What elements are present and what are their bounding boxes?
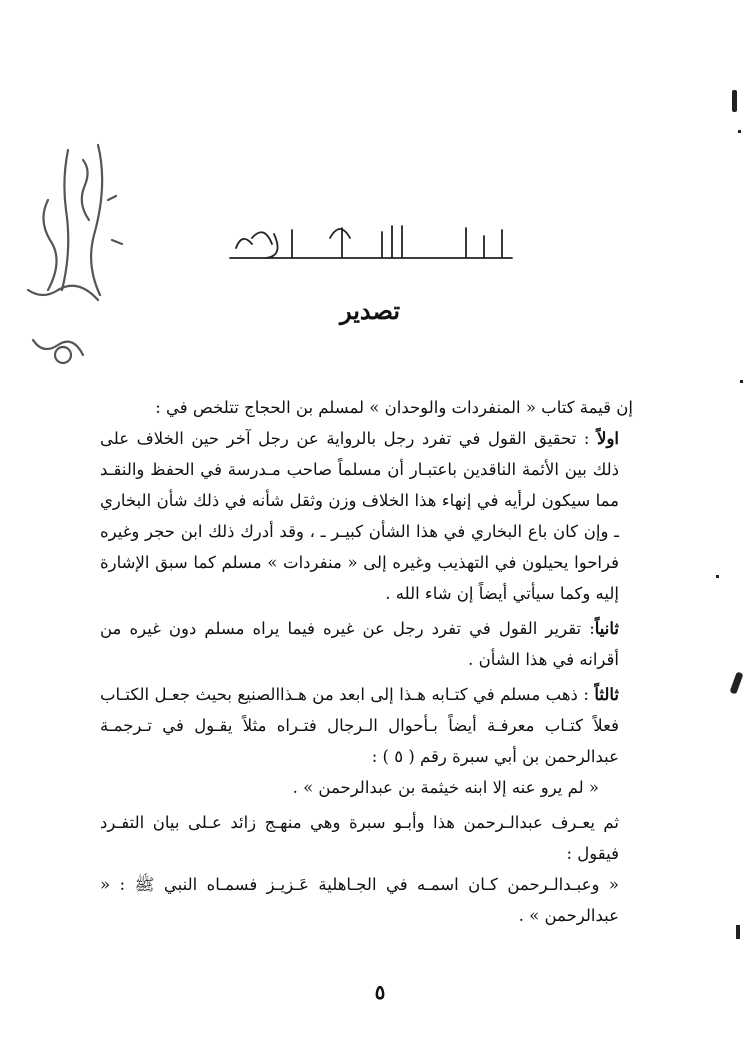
quote-line: « لم يرو عنه إلا ابنه خيثمة بن عبدالرحمن » .	[292, 778, 599, 797]
paragraph-third: ثالثاً : ذهب مسلم في كتـابه هـذا إلى ابعد من هـذاالصنيع بحيث جعـل الكتـاب فعلاً كتـاب معرفـة أيضاً بـأحوال الـرجال فتـراه مثلاً يقـول في تـرجمـة عبدالرحمن بن أبي سبرة رقم ( ٥ ) :	[100, 685, 619, 766]
handwritten-margin-note	[8, 140, 138, 380]
scan-mark	[738, 130, 741, 133]
quote-line: « وعبـدالـرحمن كـان اسمـه في الجـاهلية عَـزيـز فسمـاه النبي ﷺ : « عبدالرحمن » .	[100, 875, 619, 925]
body-text	[100, 392, 633, 931]
paragraph-intro: إن قيمة كتاب « المنفردات والوحدان » لمسلم بن الحجاج تتلخص في :	[155, 398, 633, 417]
paragraph-lead: اولاً	[597, 429, 619, 448]
scan-mark	[729, 671, 743, 694]
scan-mark	[740, 380, 743, 383]
page-title: تصدير	[339, 296, 400, 325]
paragraph-lead: ثانياً	[594, 619, 619, 638]
scan-mark	[716, 575, 719, 578]
basmala-calligraphy	[222, 218, 522, 270]
paragraph-second: ثانياً: تقرير القول في تفرد رجل عن غيره فيما يراه مسلم دون غيره من أقرانه في هذا الشأن .	[100, 619, 619, 669]
scan-mark	[732, 90, 737, 112]
paragraph-lead: ثالثاً	[594, 685, 619, 704]
paragraph-fourth: ثم يعـرف عبدالـرحمن هذا وأبـو سبرة وهي منهـج زائد عـلى بيان التفـرد فيقول :	[100, 813, 619, 863]
paragraph-first: اولاً : تحقيق القول في تفرد رجل بالرواية عن رجل آخر حين الخلاف على ذلك بين الأئمة الناقدين باعتبـار أن مسلماً صاحب مـدرسة في الحفظ والنقـد مما سيكون لرأيه في إنهاء هذا الخلاف وزن وثقل شأنه في ذلك شأن البخاري ـ وإن كان باع البخاري في هذا الشأن كبيـر ـ ، وقد أدرك ذلك ابن حجر وغيره فراحوا يحيلون في التهذيب وغيره إلى « منفردات » مسلم كما سبق الإشارة إليه وكما سيأتي أيضاً إن شاء الله .	[100, 429, 619, 603]
page-number: ٥	[374, 980, 386, 1004]
scan-mark	[736, 925, 740, 939]
